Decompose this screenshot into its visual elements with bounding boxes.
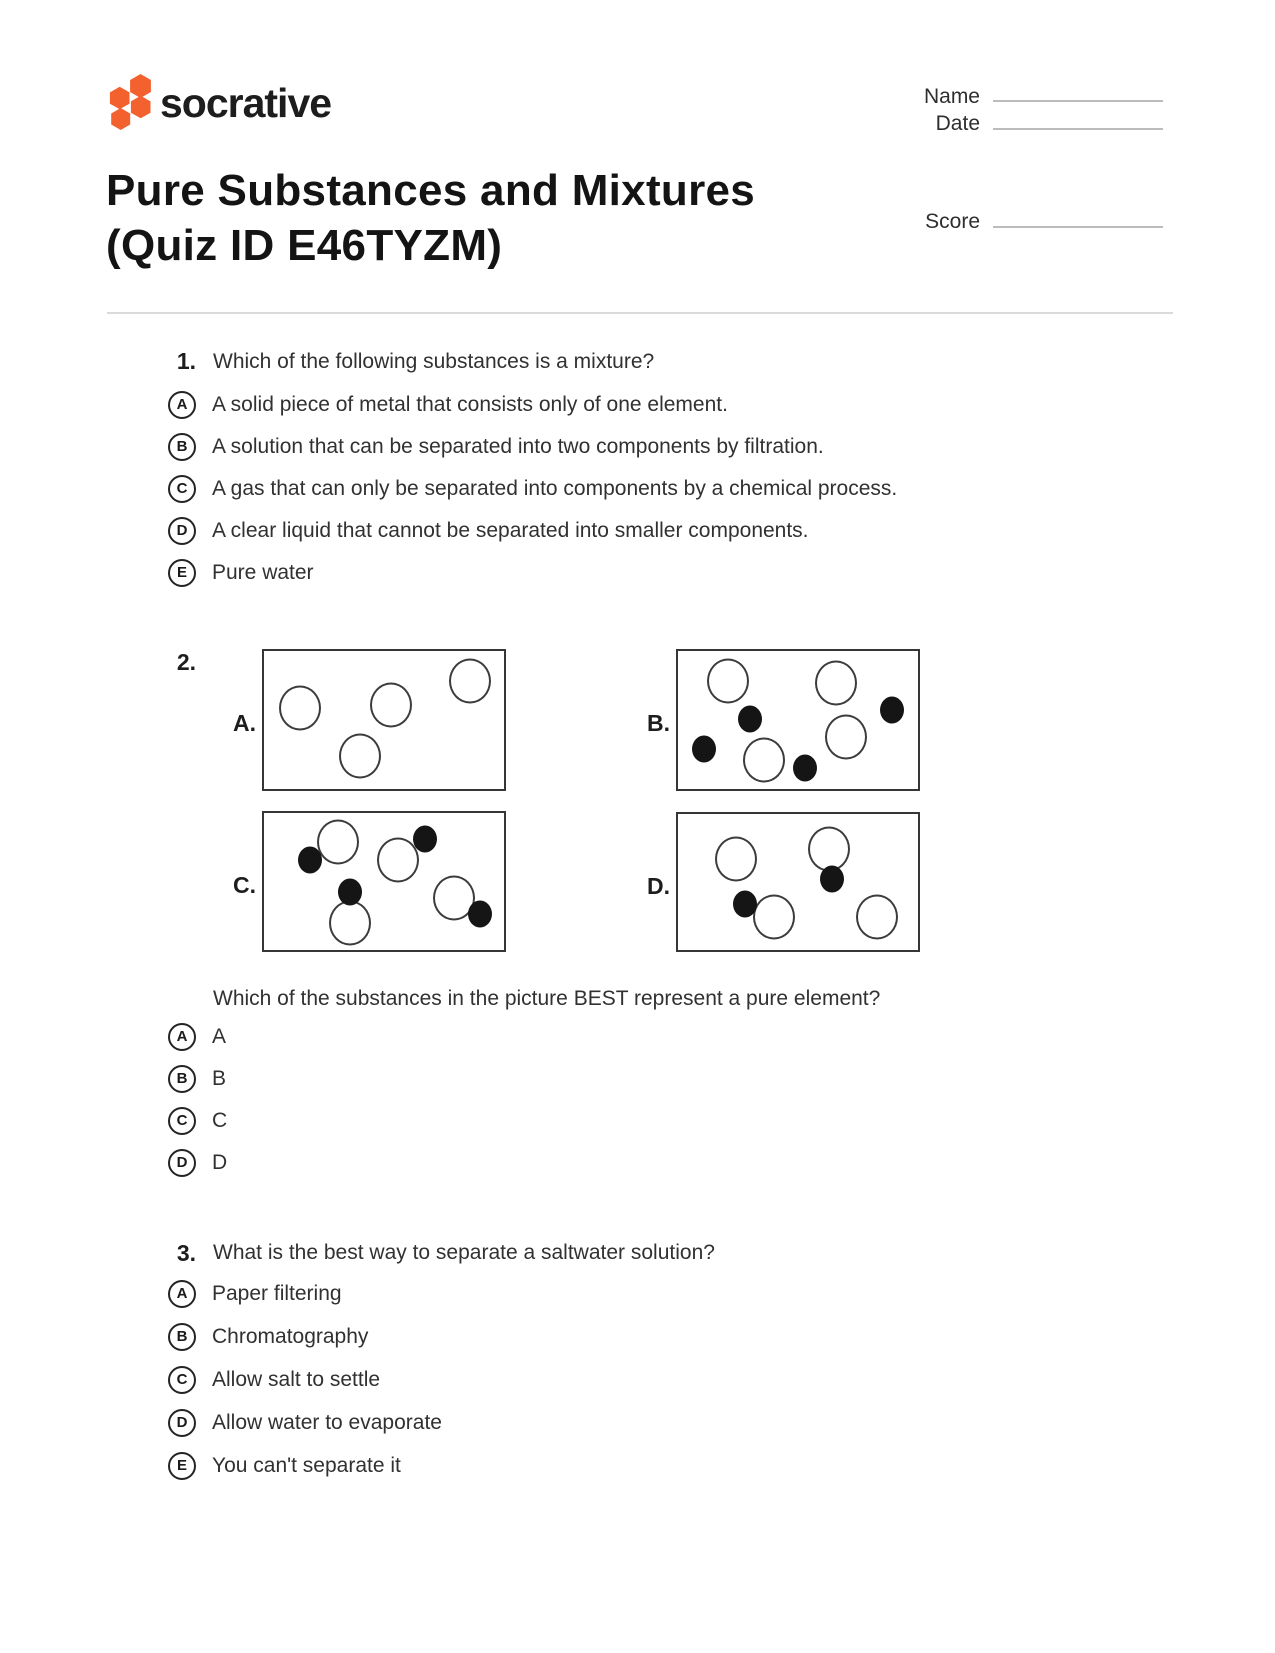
option-bubble[interactable]: [168, 1107, 196, 1135]
filled-atom-dot: [413, 826, 437, 853]
question-1-number: 1.: [176, 348, 196, 374]
option-text: Allow salt to settle: [212, 1367, 381, 1391]
name-blank-line[interactable]: [993, 100, 1163, 102]
question-3-options: [168, 1279, 442, 1494]
option-letter: E: [176, 564, 187, 581]
option-bubble[interactable]: [168, 517, 196, 545]
open-atom-circle: [815, 660, 857, 705]
question-1-text: Which of the following substances is a mixture?: [213, 350, 655, 373]
question-1-options: [168, 390, 897, 600]
figure-box-c-label: C.: [233, 872, 256, 898]
answer-option-row: [168, 1064, 227, 1093]
option-text: Chromatography: [212, 1324, 369, 1348]
option-bubble[interactable]: [168, 1366, 196, 1394]
figure-box-a-label: A.: [233, 710, 256, 736]
score-blank-line[interactable]: [993, 226, 1163, 228]
figure-box-a: [262, 649, 506, 791]
figure-box-d-label: D.: [647, 873, 670, 899]
option-letter: C: [176, 480, 188, 497]
filled-atom-dot: [880, 697, 904, 724]
open-atom-circle: [317, 819, 359, 864]
option-letter: A: [176, 396, 188, 413]
open-atom-circle: [329, 900, 371, 945]
question-2-text: Which of the substances in the picture BEST represent a pure element?: [213, 987, 881, 1010]
option-text: D: [212, 1150, 228, 1174]
open-atom-circle: [825, 714, 867, 759]
socrative-wordmark: socrative: [160, 80, 332, 126]
open-atom-circle: [715, 836, 757, 881]
answer-option-row: [168, 1408, 442, 1437]
date-blank-line[interactable]: [993, 128, 1163, 130]
open-atom-circle: [370, 682, 412, 727]
option-text: C: [212, 1108, 228, 1132]
option-text: B: [212, 1066, 227, 1090]
answer-option-row: [168, 1106, 227, 1135]
option-letter: B: [176, 1070, 188, 1087]
option-bubble[interactable]: [168, 475, 196, 503]
option-letter: D: [176, 522, 188, 539]
open-atom-circle: [339, 733, 381, 778]
option-letter: A: [176, 1028, 188, 1045]
open-atom-circle: [753, 895, 795, 940]
option-bubble[interactable]: [168, 1323, 196, 1351]
answer-option-row: [168, 474, 897, 503]
option-text: A solution that can be separated into two components by filtration.: [212, 434, 824, 458]
option-bubble[interactable]: [168, 391, 196, 419]
filled-atom-dot: [793, 755, 817, 782]
header-divider: [107, 312, 1173, 314]
open-atom-circle: [707, 659, 749, 704]
option-bubble[interactable]: [168, 559, 196, 587]
option-letter: A: [176, 1285, 188, 1302]
answer-option-row: [168, 1451, 442, 1480]
figure-box-b: [676, 649, 920, 791]
option-letter: C: [176, 1371, 188, 1388]
filled-atom-dot: [338, 879, 362, 906]
answer-option-row: [168, 390, 897, 419]
option-text: Pure water: [212, 560, 314, 584]
option-text: A: [212, 1024, 227, 1048]
answer-option-row: [168, 516, 897, 545]
option-bubble[interactable]: [168, 1023, 196, 1051]
name-label: Name: [923, 85, 980, 108]
filled-atom-dot: [298, 846, 322, 873]
option-letter: B: [176, 1328, 188, 1345]
filled-atom-dot: [468, 901, 492, 928]
option-text: Paper filtering: [212, 1281, 342, 1305]
filled-atom-dot: [733, 890, 757, 917]
option-bubble[interactable]: [168, 1409, 196, 1437]
option-letter: C: [176, 1112, 188, 1129]
option-text: A solid piece of metal that consists only of one element.: [212, 392, 728, 416]
answer-option-row: [168, 1022, 227, 1051]
open-atom-circle: [279, 685, 321, 730]
answer-option-row: [168, 432, 897, 461]
score-label: Score: [925, 210, 980, 233]
question-3-text: What is the best way to separate a saltwater solution?: [213, 1241, 715, 1264]
filled-atom-dot: [820, 866, 844, 893]
open-atom-circle: [856, 895, 898, 940]
option-text: You can't separate it: [212, 1453, 401, 1477]
answer-option-row: [168, 1365, 442, 1394]
option-letter: E: [176, 1457, 187, 1474]
option-bubble[interactable]: [168, 1280, 196, 1308]
open-atom-circle: [449, 659, 491, 704]
option-letter: B: [176, 438, 188, 455]
answer-option-row: [168, 1279, 442, 1308]
option-bubble[interactable]: [168, 433, 196, 461]
option-bubble[interactable]: [168, 1065, 196, 1093]
answer-option-row: [168, 558, 897, 587]
option-text: A clear liquid that cannot be separated into smaller components.: [212, 518, 809, 542]
figure-box-c: [262, 811, 506, 952]
option-letter: D: [176, 1414, 188, 1431]
figure-box-b-label: B.: [647, 710, 670, 736]
question-3-number: 3.: [176, 1240, 196, 1266]
filled-atom-dot: [738, 705, 762, 732]
option-bubble[interactable]: [168, 1149, 196, 1177]
figure-box-d: [676, 812, 920, 952]
answer-option-row: [168, 1322, 442, 1351]
question-2-options: [168, 1022, 227, 1190]
option-letter: D: [176, 1154, 188, 1171]
option-bubble[interactable]: [168, 1452, 196, 1480]
option-text: A gas that can only be separated into components by a chemical process.: [212, 476, 898, 500]
quiz-title: Pure Substances and Mixtures (Quiz ID E46TYZM): [106, 166, 756, 270]
open-atom-circle: [743, 738, 785, 783]
filled-atom-dot: [692, 735, 716, 762]
answer-option-row: [168, 1148, 227, 1177]
question-2-number: 2.: [176, 649, 196, 675]
option-text: Allow water to evaporate: [212, 1410, 442, 1434]
socrative-hexagons-logo-icon: [102, 68, 154, 132]
date-label: Date: [935, 112, 980, 135]
